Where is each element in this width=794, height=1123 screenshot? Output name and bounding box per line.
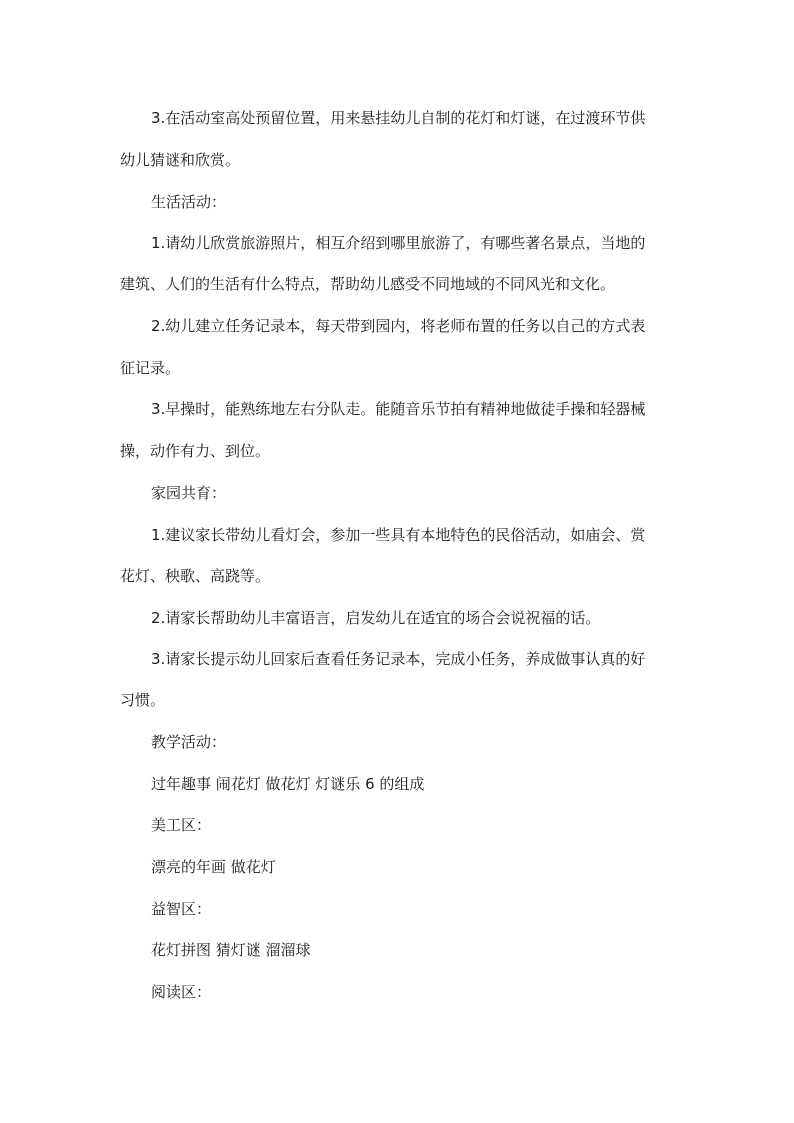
paragraph-line: 征记录。 xyxy=(120,359,181,377)
paragraph-line: 3.请家长提示幼儿回家后查看任务记录本，完成小任务，养成做事认真的好 xyxy=(151,650,646,668)
paragraph-line: 1.请幼儿欣赏旅游照片，相互介绍到哪里旅游了，有哪些著名景点，当地的 xyxy=(151,234,646,252)
paragraph-line: 建筑、人们的生活有什么特点，帮助幼儿感受不同地域的不同风光和文化。 xyxy=(120,275,616,293)
paragraph-line: 操，动作有力、到位。 xyxy=(120,442,271,460)
activity-list: 过年趣事 闹花灯 做花灯 灯谜乐 6 的组成 xyxy=(151,775,425,793)
section-heading: 教学活动： xyxy=(151,733,227,751)
section-heading: 生活活动： xyxy=(151,193,227,211)
paragraph-line: 习惯。 xyxy=(120,691,166,709)
paragraph-line: 1.建议家长带幼儿看灯会，参加一些具有本地特色的民俗活动，如庙会、赏 xyxy=(151,526,646,544)
paragraph-line: 2.请家长帮助幼儿丰富语言，启发幼儿在适宜的场合会说祝福的话。 xyxy=(151,609,601,627)
section-heading: 益智区： xyxy=(151,900,212,918)
section-heading: 阅读区： xyxy=(151,983,212,1001)
section-heading: 家园共育： xyxy=(151,484,227,502)
paragraph-line: 3.早操时，能熟练地左右分队走。能随音乐节拍有精神地做徒手操和轻器械 xyxy=(151,400,646,418)
paragraph-line: 2.幼儿建立任务记录本，每天带到园内，将老师布置的任务以自己的方式表 xyxy=(151,317,646,335)
section-heading: 美工区： xyxy=(151,816,212,834)
paragraph-line: 花灯、秧歌、高跷等。 xyxy=(120,567,271,585)
paragraph-line: 3.在活动室高处预留位置，用来悬挂幼儿自制的花灯和灯谜，在过渡环节供 xyxy=(151,109,646,127)
paragraph-line: 幼儿猜谜和欣赏。 xyxy=(120,151,241,169)
activity-list: 漂亮的年画 做花灯 xyxy=(151,858,276,876)
activity-list: 花灯拼图 猜灯谜 溜溜球 xyxy=(151,941,311,959)
